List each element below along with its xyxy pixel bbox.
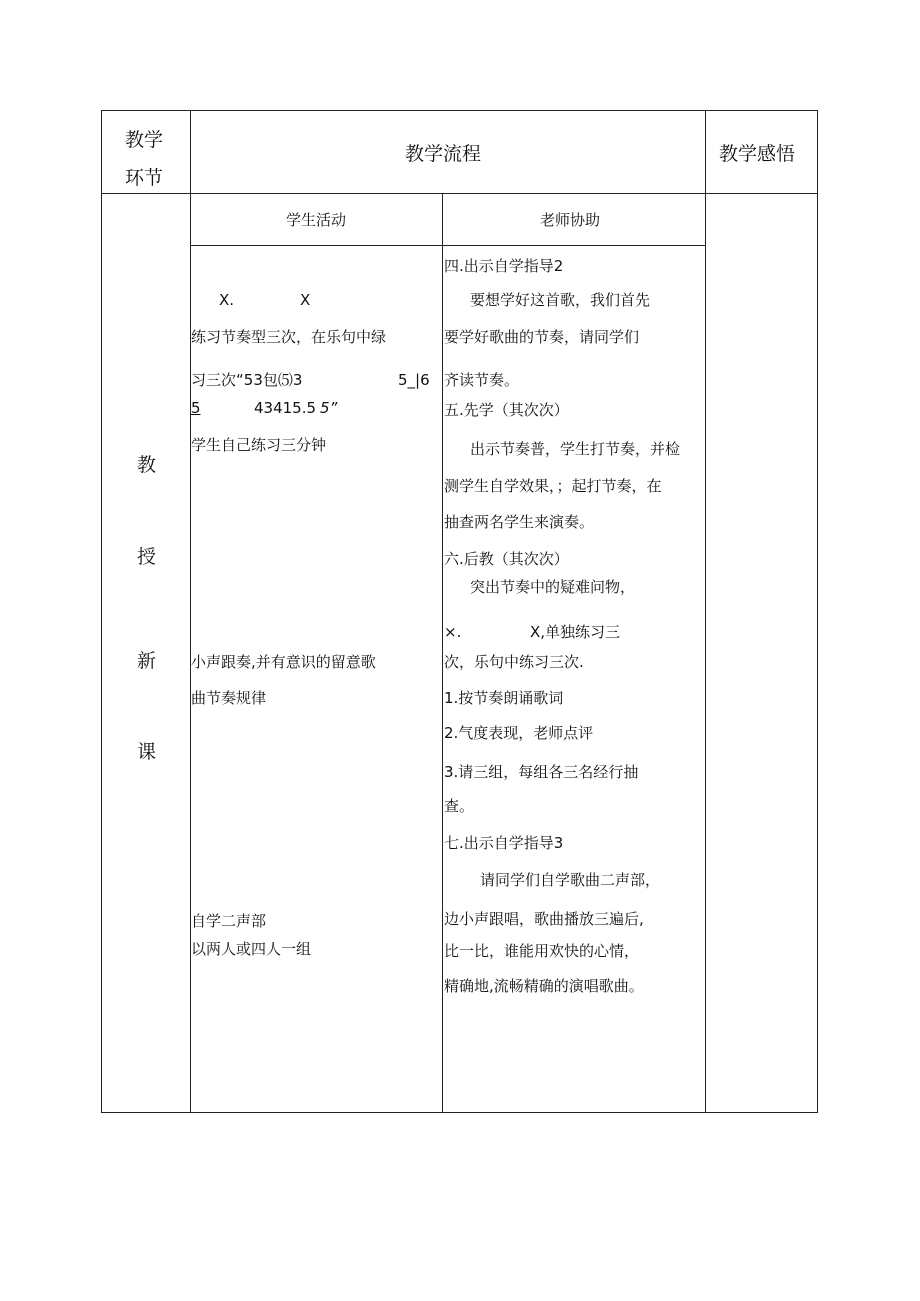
teacher-line: 出示节奏普，学生打节奏，并检 xyxy=(470,440,681,458)
teacher-line: 要想学好这首歌，我们首先 xyxy=(470,291,651,309)
header-divider xyxy=(101,193,818,194)
header-teaching-process: 教学流程 xyxy=(405,143,482,165)
student-rhythm-b: X xyxy=(300,291,311,309)
subheader-teacher-assist: 老师协助 xyxy=(540,211,601,229)
section-label-char: 新 xyxy=(137,650,157,672)
teacher-line: 2.气度表现，老师点评 xyxy=(444,724,594,742)
student-line: 5_|6 xyxy=(398,371,430,389)
student-line: 5 xyxy=(191,399,201,417)
table-border-right xyxy=(817,110,818,1113)
col-divider-1 xyxy=(190,110,191,1113)
teacher-line: 抽查两名学生来演奏。 xyxy=(444,513,595,531)
subheader-divider xyxy=(190,245,705,246)
student-line: 习三次“53包⑸3 xyxy=(191,371,303,389)
teacher-line: 请同学们自学歌曲二声部， xyxy=(480,871,661,889)
teacher-line: 五.先学（其次次） xyxy=(444,401,569,419)
student-line: 自学二声部 xyxy=(191,912,267,930)
teacher-line: 六.后教（其次次） xyxy=(444,550,569,568)
teacher-line: 精确地,流畅精确的演唱歌曲。 xyxy=(444,977,644,995)
student-line: 43415.5 xyxy=(254,399,317,417)
teacher-line: 次，乐句中练习三次. xyxy=(444,653,584,671)
student-line: 练习节奏型三次，在乐句中绿 xyxy=(191,328,387,346)
teacher-line: 四.出示自学指导2 xyxy=(444,257,564,275)
section-label-char: 教 xyxy=(137,454,157,476)
table-border-left xyxy=(101,110,102,1113)
student-rhythm-a: X. xyxy=(219,291,235,309)
header-teaching-stage-line2: 环节 xyxy=(125,167,164,189)
teacher-line: 测学生自学效果，；起打节奏，在 xyxy=(444,477,662,495)
teacher-line: 边小声跟唱，歌曲播放三遍后, xyxy=(444,910,644,928)
section-label-char: 授 xyxy=(137,546,157,568)
col-divider-3 xyxy=(705,110,706,1113)
teacher-line: 突出节奏中的疑难问物， xyxy=(470,578,636,596)
subheader-student-activity: 学生活动 xyxy=(286,211,347,229)
table-border-bottom xyxy=(101,1112,818,1113)
teacher-line: 1.按节奏朗诵歌词 xyxy=(444,689,564,707)
teacher-line: X,单独练习三 xyxy=(530,623,621,641)
col-divider-2 xyxy=(442,193,443,1113)
teacher-line: 3.请三组，每组各三名经行抽 xyxy=(444,763,639,781)
teacher-line: ×. xyxy=(444,623,462,641)
teacher-line: 查。 xyxy=(444,797,475,815)
header-teaching-reflection: 教学感悟 xyxy=(719,143,796,165)
teacher-line: 比一比，谁能用欢快的心情， xyxy=(444,942,640,960)
teacher-line: 七.出示自学指导3 xyxy=(444,834,564,852)
table-border-top xyxy=(101,110,818,111)
teacher-line: 要学好歌曲的节奏，请同学们 xyxy=(444,328,640,346)
student-line: 小声跟奏,并有意识的留意歌 xyxy=(191,653,376,671)
student-line: 以两人或四人一组 xyxy=(191,940,312,958)
section-label-char: 课 xyxy=(137,741,157,763)
student-line: 学生自己练习三分钟 xyxy=(191,436,327,454)
student-line: 曲节奏规律 xyxy=(191,689,267,707)
teacher-line: 齐读节奏。 xyxy=(444,371,520,389)
student-line: 5” xyxy=(320,399,338,417)
header-teaching-stage-line1: 教学 xyxy=(125,129,164,151)
